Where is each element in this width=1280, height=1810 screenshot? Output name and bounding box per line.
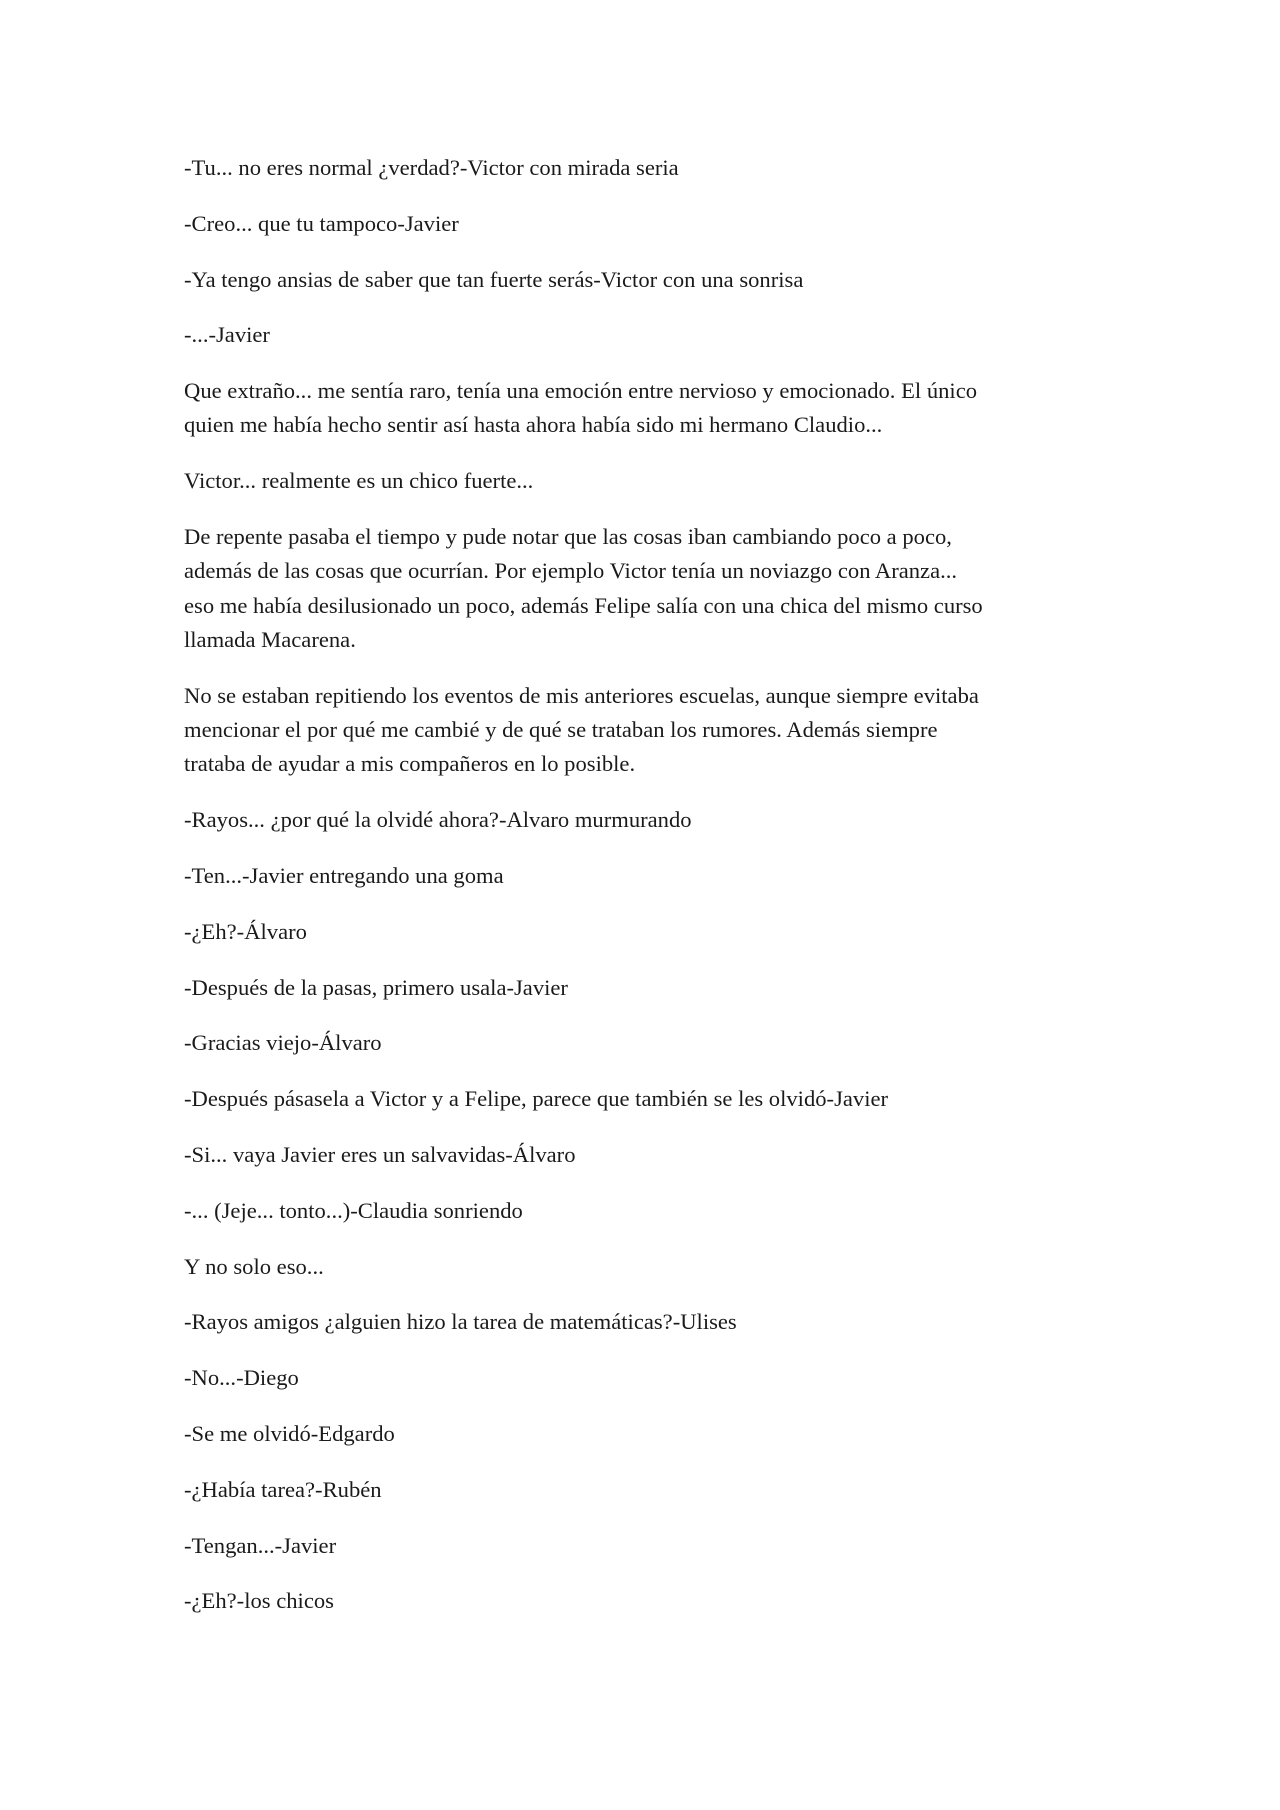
paragraph xyxy=(184,1529,1104,1563)
text-line: -¿Eh?-Álvaro xyxy=(184,918,307,944)
paragraph xyxy=(184,151,1104,185)
paragraph xyxy=(184,1584,1104,1618)
text-line: -Ya tengo ansias de saber que tan fuerte serás-Victor con una sonrisa xyxy=(184,266,804,292)
text-line: -Rayos amigos ¿alguien hizo la tarea de matemáticas?-Ulises xyxy=(184,1309,737,1335)
text-line: quien me había hecho sentir así hasta ahora había sido mi hermano Claudio... xyxy=(184,412,883,438)
paragraph xyxy=(184,1082,1104,1116)
paragraph xyxy=(184,520,1104,657)
paragraph xyxy=(184,971,1104,1005)
text-line: Que extraño... me sentía raro, tenía una emoción entre nervioso y emocionado. El único xyxy=(184,378,978,404)
text-line: trataba de ayudar a mis compañeros en lo posible. xyxy=(184,751,636,777)
text-line: -Se me olvidó-Edgardo xyxy=(184,1420,395,1446)
paragraph xyxy=(184,318,1104,352)
text-line: De repente pasaba el tiempo y pude notar que las cosas iban cambiando poco a poco, xyxy=(184,524,952,550)
paragraph xyxy=(184,374,1104,443)
paragraph xyxy=(184,1473,1104,1507)
text-line: -Ten...-Javier entregando una goma xyxy=(184,862,504,888)
text-line: llamada Macarena. xyxy=(184,626,356,652)
paragraph xyxy=(184,1250,1104,1284)
text-line: eso me había desilusionado un poco, además Felipe salía con una chica del mismo curso xyxy=(184,592,983,618)
paragraph xyxy=(184,679,1104,782)
text-line: -Gracias viejo-Álvaro xyxy=(184,1030,382,1056)
text-line: además de las cosas que ocurrían. Por ejemplo Victor tenía un noviazgo con Aranza... xyxy=(184,558,958,584)
text-line: -Rayos... ¿por qué la olvidé ahora?-Alvaro murmurando xyxy=(184,807,692,833)
paragraph xyxy=(184,1194,1104,1228)
document-page xyxy=(184,151,1104,1640)
text-line: Victor... realmente es un chico fuerte... xyxy=(184,468,534,494)
text-line: -¿Eh?-los chicos xyxy=(184,1588,334,1614)
paragraph xyxy=(184,1026,1104,1060)
paragraph xyxy=(184,1138,1104,1172)
paragraph xyxy=(184,915,1104,949)
text-line: -Creo... que tu tampoco-Javier xyxy=(184,210,459,236)
text-line: Y no solo eso... xyxy=(184,1253,324,1279)
paragraph xyxy=(184,859,1104,893)
paragraph xyxy=(184,1305,1104,1339)
text-line: No se estaban repitiendo los eventos de mis anteriores escuelas, aunque siempre evitaba xyxy=(184,682,979,708)
text-line: -No...-Diego xyxy=(184,1365,299,1391)
text-line: -¿Había tarea?-Rubén xyxy=(184,1476,382,1502)
text-line: -... (Jeje... tonto...)-Claudia sonriendo xyxy=(184,1197,523,1223)
text-line: mencionar el por qué me cambié y de qué se trataban los rumores. Además siempre xyxy=(184,717,938,743)
text-line: -Si... vaya Javier eres un salvavidas-Álvaro xyxy=(184,1141,576,1167)
text-line: -Después de la pasas, primero usala-Javier xyxy=(184,974,568,1000)
paragraph xyxy=(184,464,1104,498)
text-line: -Después pásasela a Victor y a Felipe, parece que también se les olvidó-Javier xyxy=(184,1086,889,1112)
paragraph xyxy=(184,207,1104,241)
paragraph xyxy=(184,1417,1104,1451)
paragraph xyxy=(184,803,1104,837)
text-line: -Tu... no eres normal ¿verdad?-Victor con mirada seria xyxy=(184,155,679,180)
paragraph xyxy=(184,263,1104,297)
paragraph xyxy=(184,1361,1104,1395)
text-line: -Tengan...-Javier xyxy=(184,1532,337,1558)
text-line: -...-Javier xyxy=(184,322,270,348)
